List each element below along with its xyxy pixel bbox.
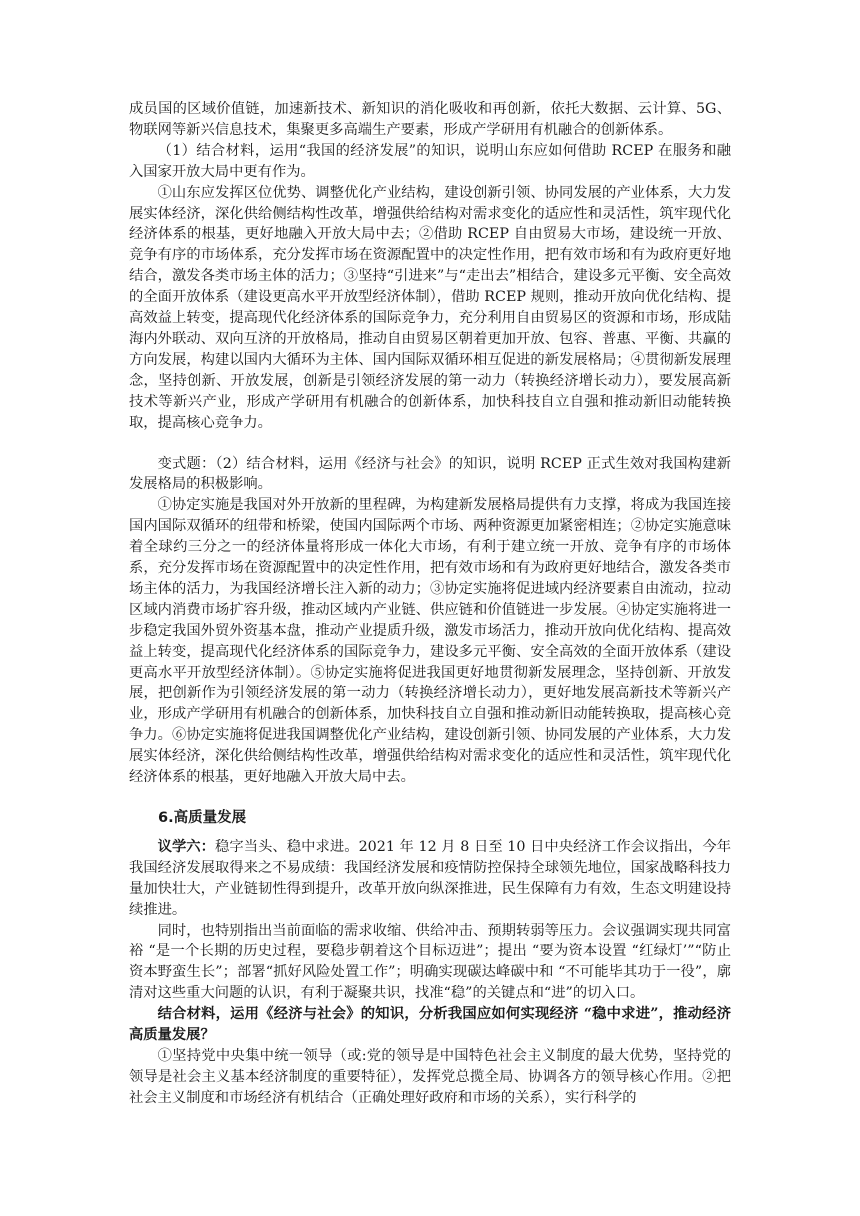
discussion-six-label: 议学六： [157,838,216,855]
discussion-six [129,837,731,921]
answer-1: ①山东应发挥区位优势、调整优化产业结构，建设创新引领、协同发展的产业体系，大力发展实体经济，深化供给侧结构性改革，增强供给结构对需求变化的适应性和灵活性，筑牢现代化经济体系的根基，更好地融入开放大局中去；②借助 RCEP 自由贸易大市场，建设统一开放、竞争有序的市场体系，充分发挥市场在资源配置中的决定性作用，把有效市场和有为政府更好地结合，激发各类市场主体的活力；③坚持“引进来”与“走出去”相结合，建设多元平衡、安全高效的全面开放体系（建设更高水平开放型经济体制），借助 RCEP 规则，推动开放向优化结构、提高效益上转变，提高现代化经济体系的国际竞争力，充分利用自由贸易区的资源和市场，形成陆海内外联动、双向互济的开放格局，推动自由贸易区朝着更加开放、包容、普惠、平衡、共赢的方向发展，构建以国内大循环为主体、国内国际双循环相互促进的新发展格局；④贯彻新发展理念，坚持创新、开放发展，创新是引领经济发展的第一动力（转换经济增长动力），要发展高新技术等新兴产业，形成产学研用有机融合的创新体系，加快科技自立自强和推动新旧动能转换取，提高核心竞争力。 [129,184,731,431]
variant-question: 变式题：（2）结合材料，运用《经济与社会》的知识，说明 RCEP 正式生效对我国构建新发展格局的积极影响。 [129,455,731,493]
question-1: （1）结合材料，运用“我国的经济发展”的知识，说明山东应如何借助 RCEP 在服务和融入国家开放大局中更有作为。 [129,142,731,180]
section-heading: 6.高质量发展 [158,810,247,826]
paragraph-intro-continued: 成员国的区域价值链，加速新技术、新知识的消化吸收和再创新，依托大数据、云计算、5G、物联网等新兴信息技术，集聚更多高端生产要素，形成产学研用有机融合的创新体系。 [129,101,731,138]
question-bold: 结合材料，运用《经济与社会》的知识，分析我国应如何实现经济 “稳中求进”，推动经济高质量发展？ [129,1006,731,1044]
discussion-six-text: 稳字当头、稳中求进。2021 年 12 月 8 日至 10 日中央经济工作会议指出，今年我国经济发展取得来之不易成绩：我国经济发展和疫情防控保持全球领先地位，国家战略科技力量加快壮大，产业链韧性得到提升，改革开放向纵深推进，民生保障有力有效，生态文明建设持续推进。 [129,838,731,918]
variant-answer: ①协定实施是我国对外开放新的里程碑，为构建新发展格局提供有力支撑，将成为我国连接国内国际双循环的纽带和桥梁，使国内国际两个市场、两种资源更加紧密相连；②协定实施意味着全球约三分之一的经济体量将形成一体化大市场，有利于建立统一开放、竞争有序的市场体系，充分发挥市场在资源配置中的决定性作用，把有效市场和有为政府更好地结合，激发各类市场主体的活力，为我国经济增长注入新的动力；③协定实施将促进域内经济要素自由流动，拉动区域内消费市场扩容升级，推动区域内产业链、供应链和价值链进一步发展。④协定实施将进一步稳定我国外贸外资基本盘，推动产业提质升级，激发市场活力，推动开放向优化结构、提高效益上转变，提高现代化经济体系的国际竞争力，建设多元平衡、安全高效的全面开放体系（建设更高水平开放型经济体制）。⑤协定实施将促进我国更好地贯彻新发展理念，坚持创新、开放发展，把创新作为引领经济发展的第一动力（转换经济增长动力），更好地发展高新技术等新兴产业，形成产学研用有机融合的创新体系，加快科技自立自强和推动新旧动能转换取，提高核心竞争力。⑥协定实施将促进我国调整优化产业结构，建设创新引领、协同发展的产业体系，大力发展实体经济，深化供给侧结构性改革，增强供给结构对需求变化的适应性和灵活性，筑牢现代化经济体系的根基，更好地融入开放大局中去。 [129,497,731,786]
answer-bold-question: ①坚持党中央集中统一领导（或:党的领导是中国特色社会主义制度的最大优势，坚持党的领导是社会主义基本经济制度的重要特征），发挥党总揽全局、协调各方的领导核心作用。②把社会主义制度和市场经济有机结合（正确处理好政府和市场的关系），实行科学的 [129,1047,731,1106]
discussion-six-continued: 同时，也特别指出当前面临的需求收缩、供给冲击、预期转弱等压力。会议强调实现共同富裕 “是一个长期的历史过程，要稳步朝着这个目标迈进”；提出 “要为资本设置 “红绿灯’”“防止资本野蛮生长”；部署“抓好风险处置工作”；明确实现碳达峰碳中和 “不可能毕其功于一役”，廓清对这些重大问题的认识，有利于凝聚共识，找准“稳”的关键点和“进”的切入口。 [129,922,731,1002]
